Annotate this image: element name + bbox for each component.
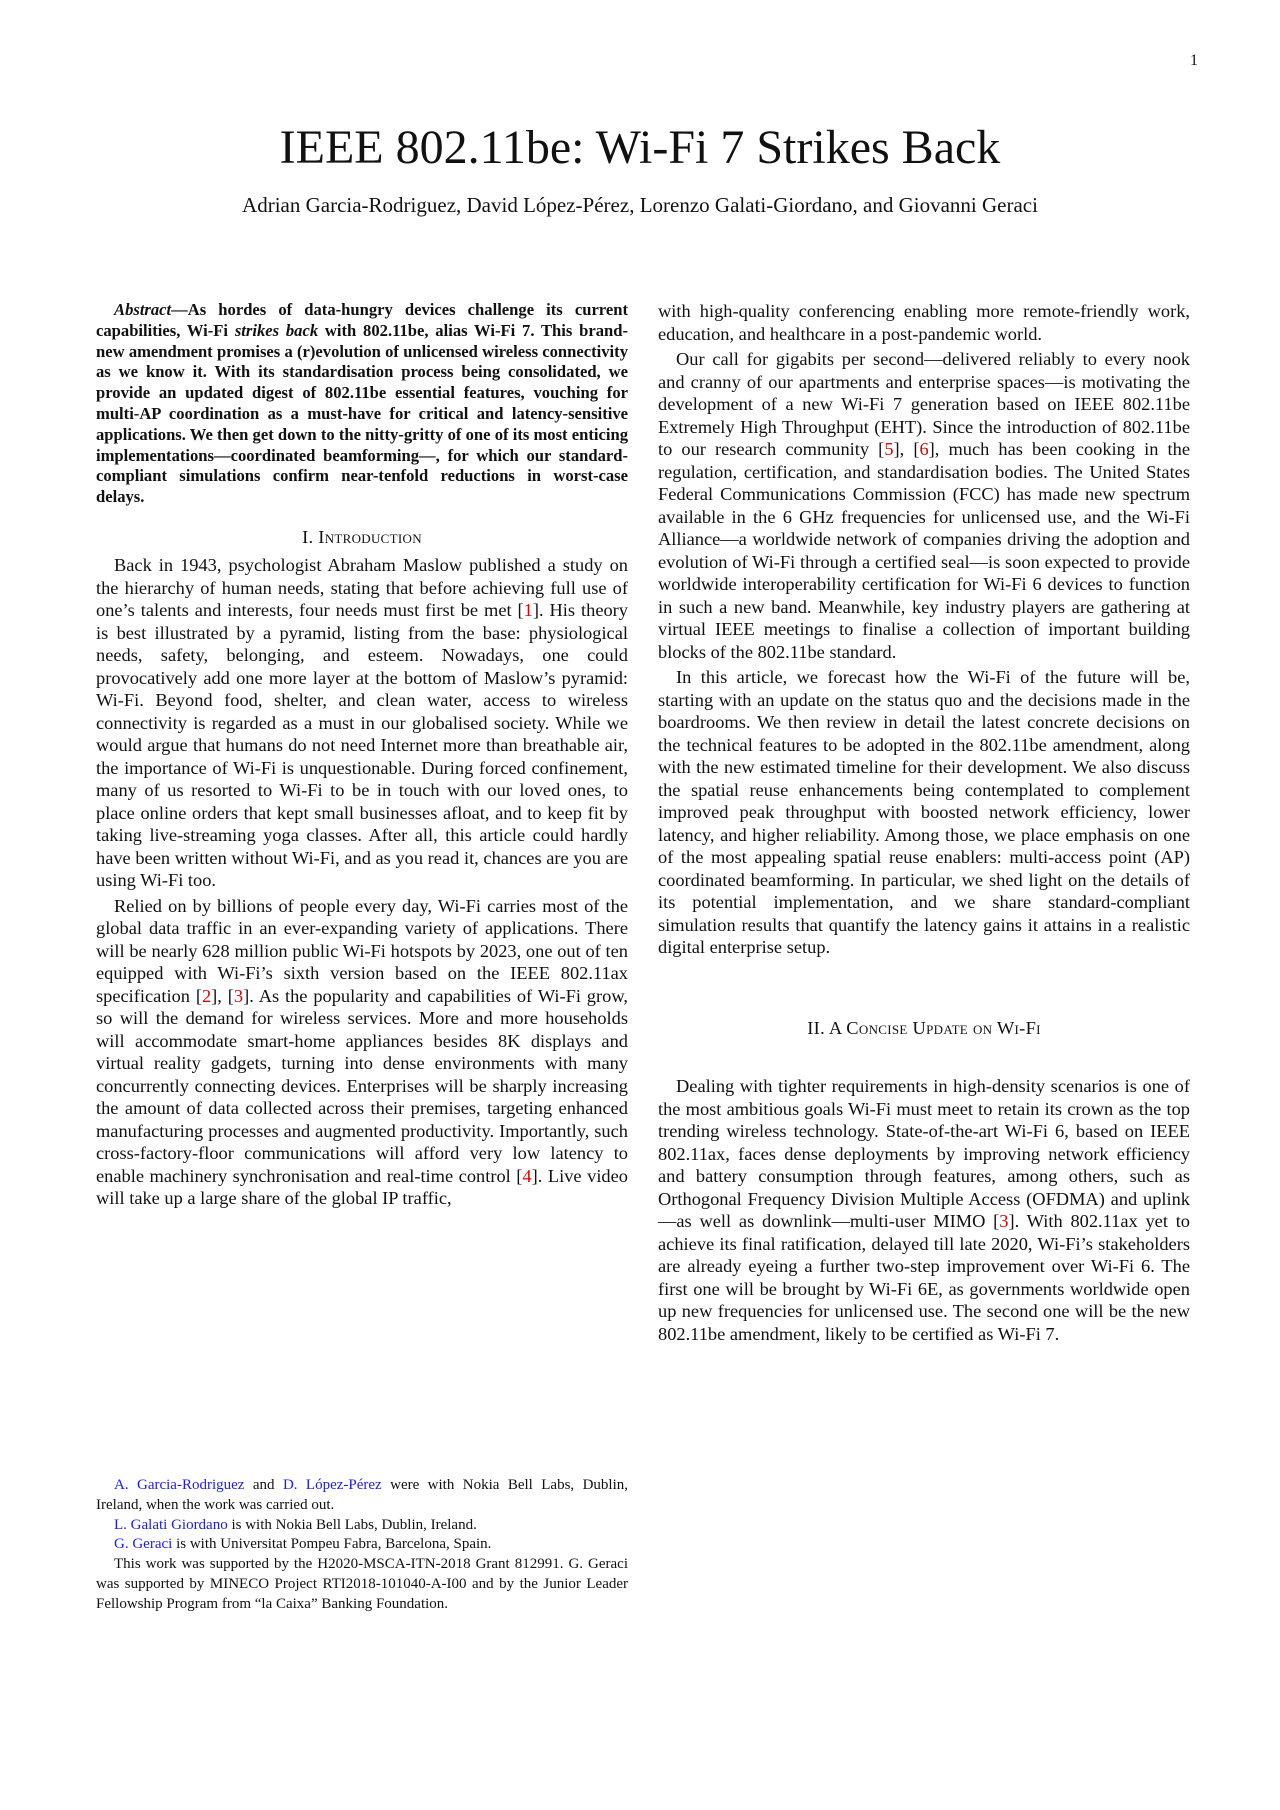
text: were with Nokia Bell Labs, Dublin, Ireland, when the work was carried out.	[96, 1477, 628, 1513]
intro-paragraph-1	[96, 554, 628, 892]
abstract-text-1: As hordes of data-hungry devices challenge its current capabilities, Wi-Fi	[96, 300, 628, 340]
author-link[interactable]: D. López-Pérez	[282, 1477, 382, 1493]
text: ]. His theory is best illustrated by a pyramid, listing from the base: physiological needs, safety, belonging, and esteem. Nowadays, one could provocatively add one more layer at the bottom of Maslow’s pyramid: Wi-Fi. Beyond food, shelter, and clean water, access to wireless connectivity is regarded as a must in our globalised society. While we would argue that humans do not need Internet more than breathable air, the importance of Wi-Fi is unquestionable. During forced confinement, many of us resorted to Wi-Fi to be in touch with our loved ones, to place online orders that kept small businesses afloat, and to keep fit by taking live-streaming yoga classes. After all, this article could hardly have been written without Wi-Fi, and as you read it, chances are you are using Wi-Fi too.	[96, 600, 628, 891]
text: ]. Live video will take up a large share of the global IP traffic,	[96, 1165, 628, 1209]
text: Dealing with tighter requirements in high-density scenarios is one of the most ambitious goals Wi-Fi must meet to retain its crown as the top trending wireless technology. State-of-the-art Wi-Fi 6, based on IEEE 802.11ax, faces dense deployments by improving network efficiency and battery consumption through features, among others, such as Orthogonal Frequency Division Multiple Access (OFDMA) and uplink—as well as downlink—multi-user MIMO [	[658, 1076, 1190, 1231]
author-link[interactable]: G. Geraci	[114, 1536, 173, 1553]
abstract	[96, 300, 628, 508]
page-number: 1	[1190, 52, 1198, 69]
footnotes	[96, 1476, 628, 1615]
intro-paragraph-3	[658, 348, 1190, 663]
abstract-text-2: with 802.11be, alias Wi-Fi 7. This brand-new amendment promises a (r)evolution of unlicensed wireless connectivity as we know it. With its standardisation process being consolidated, we provide an updated digest of 802.11be essential features, vouching for multi-AP coordination as a must-have for critical and latency-sensitive applications. We then get down to the nitty-gritty of one of its most enticing implementations—coordinated beamforming—, for which our standard-compliant simulations confirm near-tenfold reductions in worst-case delays.	[96, 320, 628, 507]
text: Relied on by billions of people every day, Wi-Fi carries most of the global data traffic in an ever-expanding variety of applications. There will be nearly 628 million public Wi-Fi hotspots by 2023, one out of ten equipped with Wi-Fi’s sixth version based on the IEEE 802.11ax specification [	[96, 895, 628, 1006]
footnote-affiliation-2	[96, 1516, 628, 1536]
continued-paragraph: with high-quality conferencing enabling more remote-friendly work, education, and healthcare in a post-pandemic world.	[658, 301, 1190, 344]
citation-link[interactable]: 2	[201, 985, 212, 1006]
text: ]. With 802.11ax yet to achieve its final ratification, delayed till late 2020, Wi-Fi’s stakeholders are already eyeing a further two-step improvement over Wi-Fi 6. The first one will be brought by Wi-Fi 6E, as governments worldwide open up new frequencies for unlicensed use. The second one will be the new 802.11be amendment, likely to be certified as Wi-Fi 7.	[658, 1211, 1191, 1344]
section-heading-concise-update: II. A Concise Update on Wi-Fi	[807, 1017, 1041, 1038]
citation-link[interactable]: 3	[999, 1211, 1009, 1231]
section2-paragraph-1	[658, 1075, 1190, 1345]
text: is with Nokia Bell Labs, Dublin, Ireland.	[227, 1516, 477, 1533]
abstract-dash: —	[171, 300, 188, 319]
text: is with Universitat Pompeu Fabra, Barcelona, Spain.	[172, 1536, 492, 1553]
text: ]. As the popularity and capabilities of Wi-Fi grow, so will the demand for wireless services. More and more households will accommodate smart-home appliances besides 8K displays and virtual reality gadgets, turning into dense environments with many concurrently connecting devices. Enterprises will be sharply increasing the amount of data collected across their premises, targeting enhanced manufacturing processes and augmented productivity. Importantly, such cross-factory-floor communications will afford very low latency to enable machinery synchronisation and real-time control [	[96, 985, 628, 1186]
footnote-affiliation-3	[96, 1535, 628, 1555]
text: ], [	[893, 439, 920, 459]
paper-title: IEEE 802.11be: Wi-Fi 7 Strikes Back	[279, 121, 1001, 174]
intro-paragraph-4: In this article, we forecast how the Wi-Fi of the future will be, starting with an update on the status quo and the decisions made in the boardrooms. We then review in detail the latest concrete decisions on the technical features to be adopted in the 802.11be amendment, along with the new estimated timeline for their development. We also discuss the spatial reuse enhancements being contemplated to complement improved peak throughput with boosted network efficiency, lower latency, and higher reliability. Among those, we place emphasis on one of the most appealing spatial reuse enablers: multi-access point (AP) coordinated beamforming. In particular, we shed light on the details of its potential implementation, and we share standard-compliant simulation results that quantify the latency gains it attains in a realistic digital enterprise setup.	[658, 667, 1190, 957]
author-link[interactable]: A. Garcia-Rodriguez	[114, 1477, 245, 1493]
citation-link[interactable]: 3	[233, 985, 244, 1006]
footnote-affiliation-1	[96, 1476, 628, 1516]
text: Back in 1943, psychologist Abraham Maslow published a study on the hierarchy of human needs, stating that before achieving full use of one’s talents and interests, four needs must first be met [	[96, 555, 628, 621]
citation-link[interactable]: 5	[884, 439, 894, 459]
footnote-funding: This work was supported by the H2020-MSCA-ITN-2018 Grant 812991. G. Geraci was supported by MINECO Project RTI2018-101040-A-I00 and by the Junior Leader Fellowship Program from “la Caixa” Banking Foundation.	[96, 1556, 628, 1612]
text: and	[244, 1477, 283, 1493]
text: ], [	[211, 985, 234, 1006]
text: ], much has been cooking in the regulation, certification, and standardisation bodies. The United States Federal Communications Commission (FCC) has made new spectrum available in the 6 GHz frequencies for unlicensed use, and the Wi-Fi Alliance—a worldwide network of companies driving the adoption and evolution of Wi-Fi through a certified seal—is soon expected to provide worldwide interoperability certification for Wi-Fi 6 devices to function in such a new band. Meanwhile, key industry players are gathering at virtual IEEE meetings to finalise a collection of important building blocks of the 802.11be standard.	[658, 439, 1190, 662]
abstract-emphasis: strikes back	[234, 320, 319, 340]
right-column	[658, 300, 1190, 1345]
author-link[interactable]: L. Galati Giordano	[114, 1516, 228, 1533]
citation-link[interactable]: 6	[919, 439, 929, 459]
section-heading-introduction: I. Introduction	[302, 526, 422, 547]
citation-link[interactable]: 4	[522, 1165, 532, 1186]
citation-link[interactable]: 1	[523, 600, 533, 621]
text: Our call for gigabits per second—delivered reliably to every nook and cranny of our apartments and enterprise spaces—is motivating the development of a new Wi-Fi 7 generation based on IEEE 802.11be Extremely High Throughput (EHT). Since the introduction of 802.11be to our research community [	[658, 349, 1190, 459]
left-column	[96, 300, 628, 1210]
intro-paragraph-2	[96, 895, 628, 1210]
abstract-label: Abstract	[114, 300, 172, 319]
author-list: Adrian Garcia-Rodriguez, David López-Pérez, Lorenzo Galati-Giordano, and Giovanni Geraci	[242, 193, 1038, 217]
